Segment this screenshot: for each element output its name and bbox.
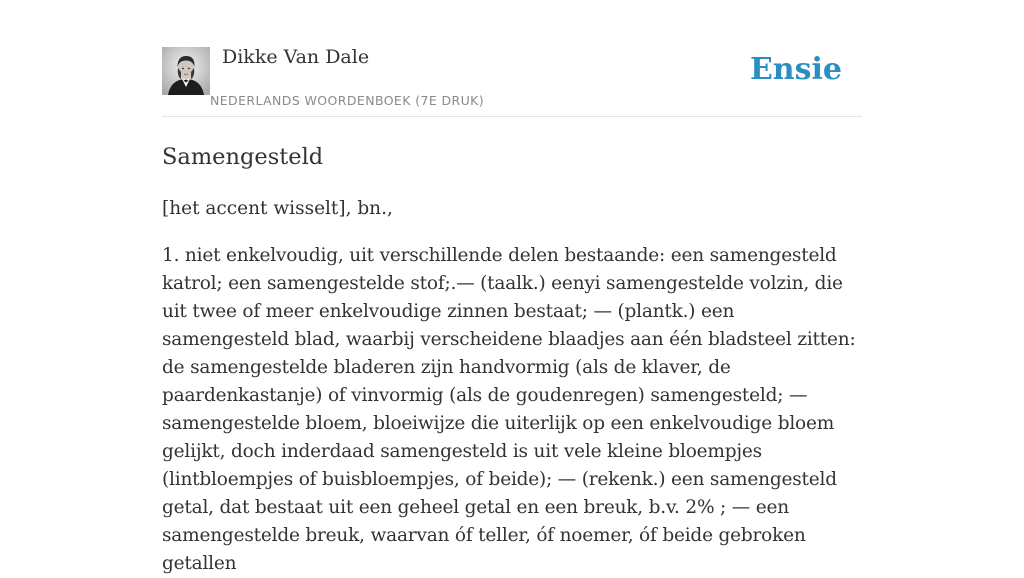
author-name[interactable]: Dikke Van Dale [222,46,370,68]
source-name[interactable]: NEDERLANDS WOORDENBOEK (7E DRUK) [210,93,485,108]
entry-header [162,40,862,117]
author-avatar[interactable] [162,47,210,95]
ensie-logo[interactable]: Ensie [749,52,842,87]
entry-definition: 1. niet enkelvoudig, uit verschillende delen bestaande: een samengesteld katrol; een samengestelde stof;.— (taalk.) eenyi samengestelde volzin, die uit twee of meer enkelvoudige zinnen bestaat; — (plantk.) een samengesteld blad, waarbij verscheidene blaadjes aan één bladsteel zitten: de samengestelde bladeren zijn handvormig (als de klaver, de paardenkastanje) of vinvormig (als de goudenregen) samengesteld; — samengestelde bloem, bloeiwijze die uiterlijk op een enkelvoudige bloem gelijkt, doch inderdaad samengesteld is uit vele kleine bloempjes (lintbloempjes of buisbloempjes, of beide); — (rekenk.) een samengesteld getal, dat bestaat uit een geheel getal en een breuk, b.v. 2% ; — een samengestelde breuk, waarvan óf teller, óf noemer, óf beide gebroken getallen [162,245,856,574]
entry-grammar: [het accent wisselt], bn., [162,198,393,219]
author-portrait-icon [162,47,210,95]
entry-card [162,40,862,578]
entry-title: Samengesteld [162,144,324,170]
